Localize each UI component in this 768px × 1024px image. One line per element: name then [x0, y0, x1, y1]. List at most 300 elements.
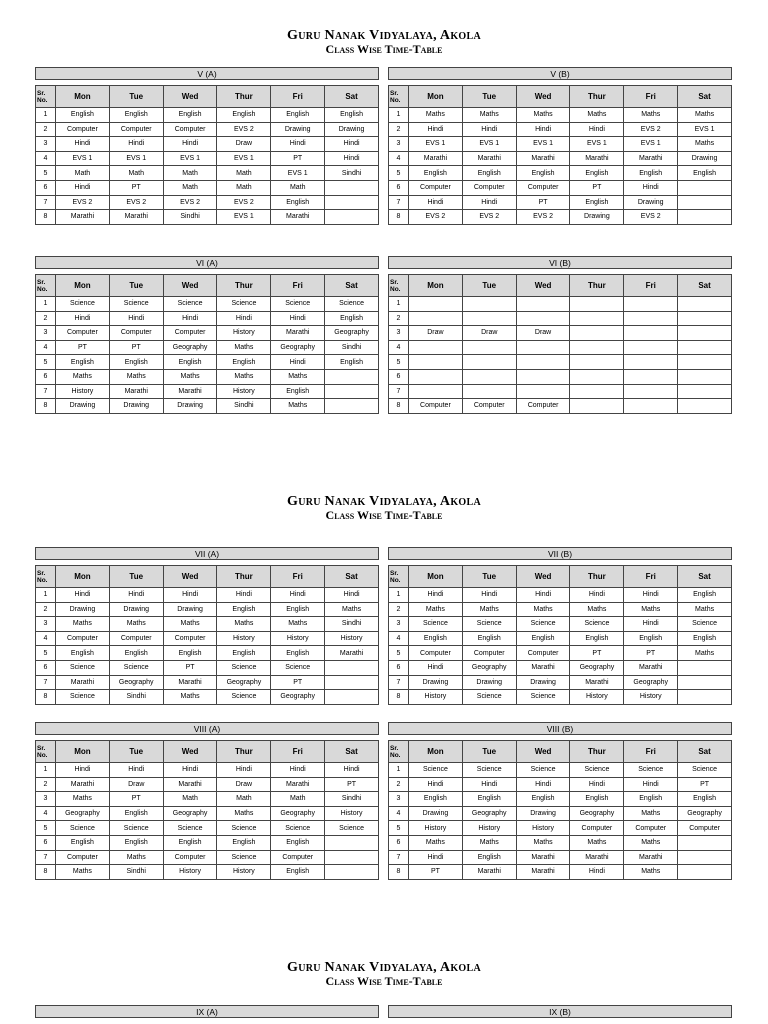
period-number: 6 [36, 180, 56, 195]
sr-no-header [389, 275, 409, 297]
subject-cell: History [624, 690, 678, 705]
subject-cell [516, 340, 570, 355]
subject-cell: English [570, 631, 624, 646]
subject-cell [678, 865, 732, 880]
subject-cell: Hindi [217, 588, 271, 603]
day-header: Mon [56, 275, 110, 297]
day-header: Tue [462, 741, 516, 763]
day-header: Mon [409, 741, 463, 763]
subject-cell: Math [271, 180, 325, 195]
subject-cell: Science [409, 763, 463, 778]
subject-cell [678, 835, 732, 850]
subject-cell [516, 369, 570, 384]
period-number: 3 [389, 137, 409, 152]
subject-cell [325, 690, 379, 705]
subject-cell: Hindi [109, 763, 163, 778]
subject-cell: Maths [109, 850, 163, 865]
subject-cell: Computer [163, 631, 217, 646]
subject-cell: Hindi [409, 122, 463, 137]
table-row [389, 326, 732, 341]
table-row [389, 210, 732, 225]
school-name: Guru Nanak Vidyalaya, Akola [287, 494, 481, 509]
table-row [36, 122, 379, 137]
table-row [389, 792, 732, 807]
table-row [389, 355, 732, 370]
subject-cell: EVS 1 [678, 122, 732, 137]
subject-cell: Science [163, 297, 217, 312]
subject-cell: Math [109, 166, 163, 181]
table-row [36, 137, 379, 152]
subject-cell [409, 311, 463, 326]
subject-cell: EVS 1 [217, 151, 271, 166]
subject-cell: Science [462, 617, 516, 632]
subject-cell: Math [163, 180, 217, 195]
subject-cell: Marathi [624, 850, 678, 865]
subject-cell: Geography [462, 806, 516, 821]
subject-cell: Hindi [624, 617, 678, 632]
subject-cell [325, 850, 379, 865]
period-number: 3 [389, 792, 409, 807]
subject-cell: EVS 1 [217, 210, 271, 225]
table-row [36, 108, 379, 123]
subject-cell: English [271, 865, 325, 880]
subject-cell: Science [516, 617, 570, 632]
subject-cell: Hindi [325, 137, 379, 152]
subject-cell: Science [462, 763, 516, 778]
subject-cell: Hindi [409, 195, 463, 210]
subject-cell: Geography [163, 340, 217, 355]
table-row [36, 195, 379, 210]
day-header: Wed [163, 275, 217, 297]
subject-cell: PT [56, 340, 110, 355]
subject-cell: Sindhi [163, 210, 217, 225]
page-header-2 [0, 494, 768, 522]
table-row [389, 631, 732, 646]
subject-cell [624, 340, 678, 355]
table-row [389, 180, 732, 195]
sr-label: Sr. [390, 278, 399, 286]
subject-cell: History [325, 806, 379, 821]
no-label: No. [37, 751, 48, 759]
subject-cell [678, 369, 732, 384]
subject-cell [678, 850, 732, 865]
sr-label: Sr. [37, 744, 46, 752]
subject-cell: English [271, 108, 325, 123]
subject-cell: Maths [462, 108, 516, 123]
subject-cell: Computer [516, 646, 570, 661]
period-number: 7 [36, 850, 56, 865]
no-label: No. [37, 576, 48, 584]
subject-cell: Science [217, 690, 271, 705]
doc-title: Class Wise Time-Table [325, 974, 443, 988]
sr-no-header [389, 741, 409, 763]
class-title: VI (A) [35, 256, 379, 269]
subject-cell: English [56, 108, 110, 123]
day-header: Tue [109, 86, 163, 108]
day-header: Wed [163, 741, 217, 763]
subject-cell: Math [163, 166, 217, 181]
subject-cell: Maths [163, 617, 217, 632]
subject-cell: Drawing [570, 210, 624, 225]
period-number: 4 [389, 631, 409, 646]
subject-cell: Geography [163, 806, 217, 821]
subject-cell: Maths [271, 617, 325, 632]
subject-cell: Math [271, 792, 325, 807]
subject-cell: Draw [516, 326, 570, 341]
subject-cell: Computer [109, 326, 163, 341]
subject-cell: History [409, 821, 463, 836]
subject-cell [516, 355, 570, 370]
table-row [36, 792, 379, 807]
subject-cell: EVS 2 [163, 195, 217, 210]
subject-cell: Science [109, 660, 163, 675]
subject-cell: English [56, 355, 110, 370]
period-number: 1 [389, 108, 409, 123]
subject-cell [516, 311, 570, 326]
subject-cell: Marathi [109, 210, 163, 225]
period-number: 7 [36, 384, 56, 399]
day-header: Wed [516, 566, 570, 588]
table-row [36, 355, 379, 370]
subject-cell [570, 340, 624, 355]
table-row [389, 865, 732, 880]
period-number: 5 [389, 355, 409, 370]
subject-cell: Sindhi [325, 792, 379, 807]
subject-cell: Computer [271, 850, 325, 865]
doc-title: Class Wise Time-Table [325, 508, 443, 522]
period-number: 8 [36, 399, 56, 414]
subject-cell: Drawing [109, 399, 163, 414]
subject-cell: Science [462, 690, 516, 705]
subject-cell: Marathi [516, 660, 570, 675]
period-number: 5 [36, 646, 56, 661]
subject-cell: Maths [624, 865, 678, 880]
timetable-ix-a [35, 1005, 379, 1018]
subject-cell: English [271, 646, 325, 661]
sr-no-header [36, 741, 56, 763]
period-number: 1 [36, 763, 56, 778]
subject-cell: English [462, 166, 516, 181]
subject-cell: Sindhi [217, 399, 271, 414]
subject-cell: Hindi [570, 588, 624, 603]
period-number: 8 [389, 690, 409, 705]
subject-cell: Marathi [271, 210, 325, 225]
subject-cell [678, 195, 732, 210]
subject-cell: Computer [462, 646, 516, 661]
subject-cell: Science [217, 297, 271, 312]
subject-cell: Maths [217, 617, 271, 632]
subject-cell: Science [271, 660, 325, 675]
period-number: 3 [36, 326, 56, 341]
subject-cell: EVS 2 [409, 210, 463, 225]
subject-cell: PT [271, 151, 325, 166]
timetable-v-a [35, 67, 379, 225]
period-number: 7 [36, 675, 56, 690]
day-header: Tue [462, 566, 516, 588]
subject-cell [624, 297, 678, 312]
table-row [36, 340, 379, 355]
subject-cell: EVS 1 [624, 137, 678, 152]
subject-cell: Draw [217, 777, 271, 792]
subject-cell: English [56, 835, 110, 850]
timetable-grid [388, 274, 732, 414]
header-row [36, 275, 379, 297]
subject-cell [325, 210, 379, 225]
subject-cell [570, 355, 624, 370]
table-row [389, 690, 732, 705]
subject-cell: Computer [462, 180, 516, 195]
subject-cell: Geography [325, 326, 379, 341]
subject-cell: Draw [217, 137, 271, 152]
period-number: 8 [36, 865, 56, 880]
table-row [36, 690, 379, 705]
subject-cell: Hindi [409, 588, 463, 603]
subject-cell: Marathi [516, 850, 570, 865]
subject-cell: Computer [409, 646, 463, 661]
period-number: 7 [389, 850, 409, 865]
subject-cell: Maths [109, 617, 163, 632]
period-number: 7 [36, 195, 56, 210]
subject-cell: Maths [271, 399, 325, 414]
subject-cell: Hindi [516, 122, 570, 137]
subject-cell: PT [516, 195, 570, 210]
header-row [389, 566, 732, 588]
subject-cell: Computer [409, 180, 463, 195]
table-row [389, 763, 732, 778]
subject-cell: Computer [570, 821, 624, 836]
subject-cell: Computer [624, 821, 678, 836]
subject-cell: Hindi [109, 137, 163, 152]
timetable-vii-b [388, 547, 732, 705]
subject-cell [570, 384, 624, 399]
subject-cell: English [570, 195, 624, 210]
subject-cell: History [570, 690, 624, 705]
subject-cell [409, 340, 463, 355]
subject-cell: Maths [570, 108, 624, 123]
subject-cell: Draw [462, 326, 516, 341]
subject-cell [624, 355, 678, 370]
table-row [389, 369, 732, 384]
period-number: 8 [389, 399, 409, 414]
table-row [389, 675, 732, 690]
subject-cell: Marathi [462, 151, 516, 166]
subject-cell [624, 369, 678, 384]
table-row [36, 180, 379, 195]
table-row [389, 311, 732, 326]
subject-cell [624, 384, 678, 399]
subject-cell [462, 355, 516, 370]
day-header: Fri [624, 275, 678, 297]
subject-cell: English [271, 835, 325, 850]
period-number: 5 [389, 646, 409, 661]
header-row [36, 741, 379, 763]
subject-cell: History [409, 690, 463, 705]
subject-cell: English [462, 850, 516, 865]
subject-cell [325, 660, 379, 675]
subject-cell: Maths [570, 835, 624, 850]
day-header: Fri [624, 566, 678, 588]
day-header: Sat [325, 86, 379, 108]
day-header: Thur [570, 566, 624, 588]
timetable-ix-b [388, 1005, 732, 1018]
subject-cell: English [462, 631, 516, 646]
table-row [389, 602, 732, 617]
subject-cell: English [217, 646, 271, 661]
period-number: 6 [389, 369, 409, 384]
period-number: 4 [36, 631, 56, 646]
class-title: IX (A) [35, 1005, 379, 1018]
subject-cell: Maths [56, 617, 110, 632]
day-header: Mon [56, 86, 110, 108]
period-number: 4 [389, 151, 409, 166]
subject-cell: Marathi [271, 777, 325, 792]
subject-cell: Maths [217, 340, 271, 355]
subject-cell [409, 355, 463, 370]
subject-cell: Maths [163, 690, 217, 705]
subject-cell: Hindi [624, 180, 678, 195]
table-row [389, 806, 732, 821]
subject-cell: EVS 1 [570, 137, 624, 152]
subject-cell [325, 195, 379, 210]
subject-cell: English [163, 646, 217, 661]
subject-cell: History [56, 384, 110, 399]
subject-cell: Drawing [271, 122, 325, 137]
period-number: 6 [389, 180, 409, 195]
period-number: 2 [389, 122, 409, 137]
subject-cell: Hindi [409, 850, 463, 865]
day-header: Sat [325, 741, 379, 763]
no-label: No. [390, 576, 401, 584]
doc-title: Class Wise Time-Table [325, 42, 443, 56]
subject-cell: Math [56, 166, 110, 181]
subject-cell: Science [409, 617, 463, 632]
subject-cell: English [462, 792, 516, 807]
subject-cell: Hindi [56, 137, 110, 152]
page-header-3 [0, 960, 768, 988]
page-header-1 [0, 28, 768, 56]
subject-cell: Math [163, 792, 217, 807]
no-label: No. [390, 751, 401, 759]
timetable-grid [388, 740, 732, 880]
subject-cell: Computer [56, 122, 110, 137]
subject-cell: Geography [624, 675, 678, 690]
sr-label: Sr. [390, 89, 399, 97]
day-header: Thur [217, 741, 271, 763]
subject-cell [462, 311, 516, 326]
subject-cell: English [678, 166, 732, 181]
subject-cell: English [109, 108, 163, 123]
subject-cell: Computer [109, 122, 163, 137]
day-header: Sat [678, 566, 732, 588]
subject-cell [462, 369, 516, 384]
day-header: Thur [570, 741, 624, 763]
subject-cell: Hindi [325, 588, 379, 603]
table-row [389, 617, 732, 632]
period-number: 3 [36, 792, 56, 807]
subject-cell: English [570, 792, 624, 807]
subject-cell [325, 865, 379, 880]
day-header: Thur [570, 86, 624, 108]
subject-cell: Computer [163, 122, 217, 137]
period-number: 3 [36, 617, 56, 632]
subject-cell: English [109, 806, 163, 821]
subject-cell: Science [56, 690, 110, 705]
table-row [389, 835, 732, 850]
subject-cell: EVS 1 [271, 166, 325, 181]
period-number: 6 [36, 369, 56, 384]
subject-cell [516, 297, 570, 312]
subject-cell: Maths [109, 369, 163, 384]
subject-cell [678, 675, 732, 690]
subject-cell: Science [325, 821, 379, 836]
subject-cell: English [325, 311, 379, 326]
subject-cell: Marathi [624, 660, 678, 675]
period-number: 8 [36, 690, 56, 705]
subject-cell: Maths [163, 369, 217, 384]
subject-cell: History [217, 326, 271, 341]
subject-cell: Marathi [409, 151, 463, 166]
sr-no-header [389, 86, 409, 108]
subject-cell: Geography [271, 690, 325, 705]
subject-cell: PT [409, 865, 463, 880]
subject-cell: Science [516, 690, 570, 705]
period-number: 5 [36, 821, 56, 836]
subject-cell: Marathi [163, 777, 217, 792]
subject-cell: PT [109, 180, 163, 195]
class-title: V (A) [35, 67, 379, 80]
subject-cell [325, 675, 379, 690]
subject-cell: Science [56, 821, 110, 836]
day-header: Wed [163, 86, 217, 108]
day-header: Sat [678, 86, 732, 108]
subject-cell: Maths [570, 602, 624, 617]
subject-cell [678, 340, 732, 355]
subject-cell [325, 369, 379, 384]
subject-cell [624, 326, 678, 341]
subject-cell: English [217, 602, 271, 617]
subject-cell: Science [217, 821, 271, 836]
subject-cell: Drawing [409, 675, 463, 690]
day-header: Mon [409, 275, 463, 297]
subject-cell: English [678, 631, 732, 646]
no-label: No. [37, 96, 48, 104]
subject-cell: Computer [462, 399, 516, 414]
subject-cell: Hindi [624, 588, 678, 603]
table-row [389, 195, 732, 210]
subject-cell: Math [217, 792, 271, 807]
subject-cell: Science [163, 821, 217, 836]
subject-cell: Geography [271, 340, 325, 355]
subject-cell: Science [678, 617, 732, 632]
header-row [36, 566, 379, 588]
table-row [36, 646, 379, 661]
subject-cell: EVS 2 [56, 195, 110, 210]
subject-cell: Hindi [271, 311, 325, 326]
sr-no-header [36, 566, 56, 588]
subject-cell [570, 297, 624, 312]
subject-cell: Marathi [163, 384, 217, 399]
subject-cell: Drawing [624, 195, 678, 210]
subject-cell: EVS 2 [624, 122, 678, 137]
subject-cell: Science [109, 297, 163, 312]
period-number: 2 [36, 122, 56, 137]
subject-cell: Computer [56, 850, 110, 865]
subject-cell: Hindi [163, 311, 217, 326]
day-header: Tue [109, 741, 163, 763]
subject-cell: Maths [678, 602, 732, 617]
subject-cell: Geography [271, 806, 325, 821]
subject-cell: Science [570, 763, 624, 778]
